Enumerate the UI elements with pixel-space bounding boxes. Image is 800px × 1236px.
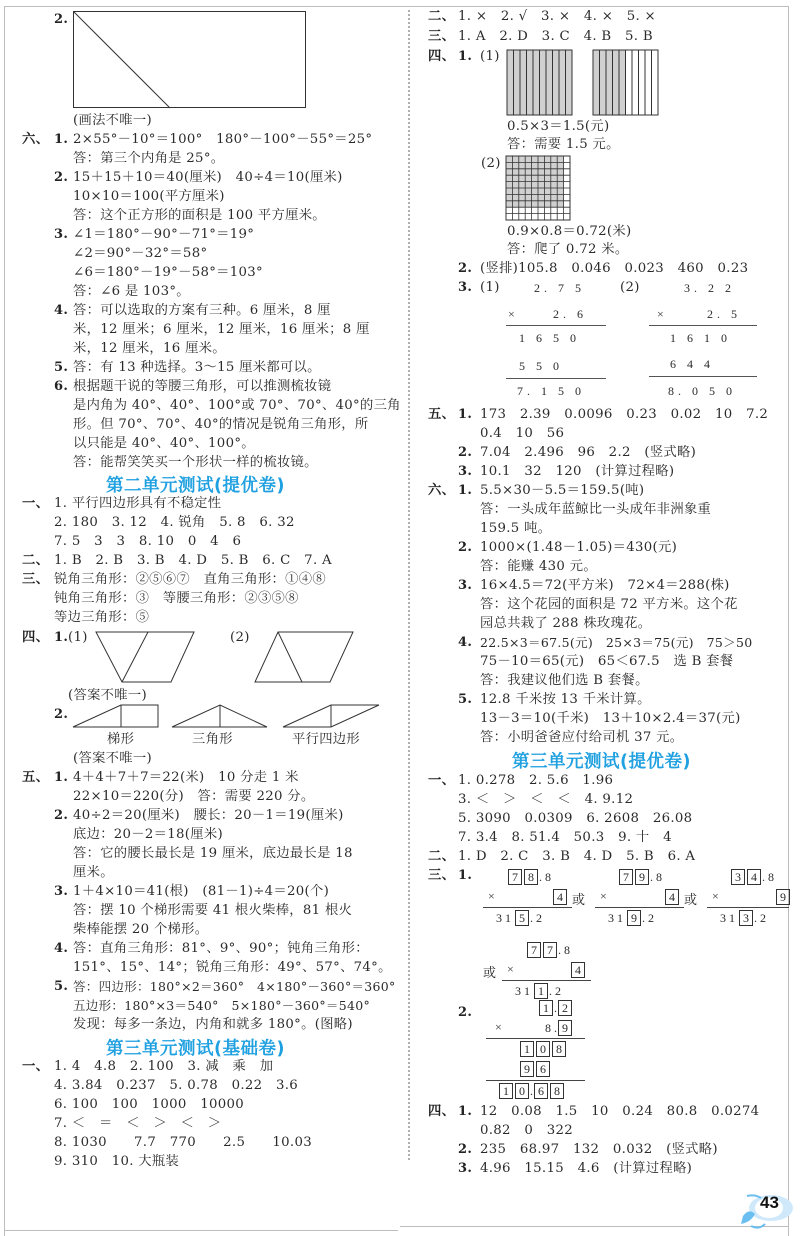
or-label: 或 [483,965,497,980]
question-number: 4. [54,941,69,956]
answer-line: 底边：20－2＝18(厘米) [73,827,223,842]
digit-box: 3 [739,910,753,926]
question-number: 2. [54,12,69,27]
digit-box: 8 [550,1083,564,1099]
answer-line: 答：它的腰长最长是 19 厘米，底边最长是 18 [73,846,353,861]
answer-line: 4. 3.84 0.237 5. 0.78 0.22 3.6 [54,1078,299,1093]
partial-product: 5 5 0 [519,359,563,373]
answer-line: 1. 平行四边形具有不稳定性 [54,496,222,511]
unit-heading: 第二单元测试(提优卷) [106,476,285,496]
answer-line: 答：需要 1.5 元。 [507,137,620,152]
question-number: 1. [458,868,473,883]
answer-line: ∠2＝90°－32°＝58° [73,246,208,261]
section-label: 三、 [22,572,50,587]
times-sign: × [495,1020,502,1034]
answer-line: 4＋4＋7＋7＝22(米) 10 分走 1 米 [73,770,299,785]
answer-line: 7. 5 3 3 8. 10 0 4 6 [54,534,242,549]
calc-line: 0.5×3＝1.5(元) [507,119,610,134]
digit-tail: . 8 [558,943,570,957]
answer-line: 0.82 0 322 [480,1123,574,1138]
answer-line: 16×4.5＝72(平方米) 72×4＝288(株) [480,578,730,593]
question-number: 5. [54,360,69,375]
answer-line: 75－10＝65(元) 65＜67.5 选 B 套餐 [480,654,734,669]
digit-box: 4 [553,889,567,905]
result-digits: . 2 [642,911,654,925]
question-number: 3. [54,227,69,242]
answer-line: 2. 180 3. 12 4. 锐角 5. 8 6. 32 [54,515,295,530]
times-sign: × [712,889,719,903]
section-label: 五、 [428,407,456,422]
answer-line: 173 2.39 0.0096 0.23 0.02 10 7.2 [480,407,769,422]
digit-box: 0 [515,1083,529,1099]
question-number: 2. [458,1005,473,1020]
section-label: 四、 [428,1104,456,1119]
answer-line: 等边三角形：⑤ [54,610,150,625]
answer-line: 答：我建议他们选 B 套餐。 [480,673,649,688]
question-number: 3. [458,578,473,593]
answer-line: 8. 1030 7.7 770 2.5 10.03 [54,1135,312,1150]
rule [649,376,757,377]
answer-line: 答：爬了 0.72 米。 [507,242,629,257]
partial-product: 6 4 4 [670,357,714,371]
rule [707,907,789,908]
shape-parallelogram [283,705,381,729]
question-number: 1. [54,770,69,785]
answer-line: 151°、15°、14°；锐角三角形：49°、57°、74°。 [73,960,392,975]
answer-line: 22.5×3＝67.5(元) 25×3＝75(元) 75＞50 [480,635,753,650]
answer-line: 答：第三个内角是 25°。 [73,151,225,166]
question-number: 5. [54,979,69,994]
answer-line: 1. D 2. C 3. B 4. D 5. B 6. A [458,849,696,864]
answer-line: 10.1 32 120 (计算过程略) [480,464,675,479]
part-label: (1) [480,49,500,64]
partial-product: 1 6 1 0 [670,331,731,345]
question-number: 2. [54,808,69,823]
answer-line: 米，12 厘米；6 厘米，12 厘米，16 厘米；8 厘 [73,322,370,337]
answer-line: 形。但 70°、70°、40°的情况是锐角三角形，所 [73,417,369,432]
question-number: 4. [458,635,473,650]
answer-line: 答：小明爸爸应付给司机 37 元。 [480,730,684,745]
shape-label: 平行四边形 [292,732,360,747]
frame-border [400,1226,788,1227]
digit-box: 9 [627,910,641,926]
section-label: 四、 [22,630,50,645]
answer-line: 22×10＝220(分) 答：需要 220 分。 [73,789,315,804]
section-label: 一、 [22,496,50,511]
answer-line: 发现：每多一条边，内角和就多 180°。(图略) [73,1017,353,1032]
answer-line: ∠1＝180°－90°－71°＝19° [73,227,255,242]
digit-box: 6 [534,1083,548,1099]
answer-line: 1. 0.278 2. 5.6 1.96 [458,773,614,788]
question-number: 4. [54,303,69,318]
digit-box: 4 [665,889,679,905]
multiplicand: 2. 7 5 [534,281,585,295]
note: (画法不唯一) [73,113,152,128]
times-sign: × [508,307,515,321]
answer-line: 7.04 2.496 96 2.2 (竖式略) [480,445,697,460]
digit-box: 6 [536,1061,550,1077]
section-label: 六、 [22,132,50,147]
multiplicand: 3. 2 2 [684,281,735,295]
question-number: 2. [458,1142,473,1157]
rule [506,378,606,379]
digit-box: 7 [543,942,557,958]
digit-tail: . 8 [650,870,662,884]
page-number: 43 [760,1193,779,1212]
product: 8. 0 5 0 [668,384,736,398]
shape-label: 梯形 [107,732,135,747]
result-digits: . 2 [530,911,542,925]
answer-line: 答：有 13 种选择。3～15 厘米都可以。 [73,360,321,375]
answer-line: 厘米。 [73,865,114,880]
question-number: 3. [458,280,473,295]
answer-line: 答：这个花园的面积是 72 平方米。这个花 [480,597,738,612]
note: (答案不唯一) [68,688,147,703]
times-sign: × [488,889,495,903]
question-number: 3. [54,884,69,899]
answer-line: 答：可以选取的方案有三种。6 厘米，8 厘 [73,303,331,318]
digit-box: 8 [552,1041,566,1057]
part-label: (2) [620,280,640,295]
part-label: (2) [481,156,501,171]
question-number: 1. [458,483,473,498]
answer-line: 答：摆 10 个梯形需要 41 根火柴棒，81 根火 [73,903,353,918]
answer-line: 13－3＝10(千米) 13＋10×2.4＝37(元) [480,711,741,726]
section-label: 一、 [428,773,456,788]
answer-line: 159.5 吨。 [480,521,552,536]
rule [506,325,606,326]
section-label: 一、 [22,1059,50,1074]
answer-line: 0.4 10 56 [480,426,565,441]
digit-box: 9 [520,1061,534,1077]
answer-line: 9. 310 10. 大瓶装 [54,1154,180,1169]
question-number: 2. [54,170,69,185]
part-label: (1) [68,630,88,645]
rule [502,980,591,981]
result-digits: 3 1 [515,984,530,998]
digit-box: 7 [527,942,541,958]
unit-heading: 第三单元测试(提优卷) [512,752,691,772]
answer-line: 15＋15＋10＝40(厘米) 40÷4＝10(厘米) [73,170,343,185]
strip-model-full [507,50,573,116]
part-label: (1) [480,280,500,295]
multiplier: 2. 6 [553,307,587,321]
section-label: 三、 [428,868,456,883]
question-number: 2. [458,261,473,276]
multiplier: 2. 5 [707,307,741,321]
rule [483,907,572,908]
question-number: 3. [458,1161,473,1176]
digit-box: 9 [635,869,649,885]
digit-box: 9 [558,1020,572,1036]
question-number: 1. [458,1104,473,1119]
result-digits: . 2 [549,984,561,998]
answer-line: 米，12 厘米，16 厘米。 [73,341,226,356]
trapezoid-diagram-1 [96,632,196,684]
question-number: 1. [54,132,69,147]
answer-line: 6. 100 100 1000 10000 [54,1097,245,1112]
section-label: 四、 [428,49,456,64]
answer-line: 5.5×30－5.5＝159.5(吨) [480,483,645,498]
answer-line: 答：四边形：180°×2＝360° 4×180°－360°＝360° [73,979,396,994]
digit-tail: . 8 [539,870,551,884]
digit-box: 1 [539,1000,553,1016]
answer-line: 1000×(1.48－1.05)＝430(元) [480,540,678,555]
question-number: 6. [54,379,69,394]
answer-line: 7. ＜ ＝ ＜ ＞ ＜ ＞ [54,1116,222,1131]
rule [649,325,757,326]
digit-box: 5 [515,910,529,926]
question-number: 2. [458,445,473,460]
digit-box: 7 [508,869,522,885]
digit-box: 1 [534,983,548,999]
answer-line: 柴棒能摆 20 个梯形。 [73,922,209,937]
answer-line: 答：一头成年蓝鲸比一头成年非洲象重 [480,502,712,517]
answer-line: 7. 3.4 8. 51.4 50.3 9. 十 4 [458,830,672,845]
answer-line: 答：能帮笑笑买一个形状一样的梳妆镜。 [73,455,318,470]
answer-line: 40÷2＝20(厘米) 腰长：20－1＝19(厘米) [73,808,344,823]
answer-line: 五边形：180°×3＝540° 5×180°－360°＝540° [73,998,370,1013]
answer-line: 1. B 2. B 3. B 4. D 5. B 6. C 7. A [54,553,332,568]
or-label: 或 [684,892,698,907]
question-number: 1. [54,630,69,645]
digit-box: 1 [520,1041,534,1057]
answer-line: 1. 4 4.8 2. 100 3. 减 乘 加 [54,1059,274,1074]
answer-line: 3. ＜ ＞ ＜ ＜ 4. 9.12 [458,792,634,807]
answer-line: 答：∠6 是 103°。 [73,284,190,299]
answer-line: 1. A 2. D 3. C 4. B 5. B [458,29,653,44]
section-label: 二、 [428,9,456,24]
answer-line: 12.8 千米按 13 千米计算。 [480,692,651,707]
product: 7. 1 5 0 [517,384,585,398]
trapezoid-diagram-2 [255,632,355,684]
frame-border [4,1230,398,1231]
question-number: 5. [458,692,473,707]
partial-product: 1 6 5 0 [519,331,580,345]
result-digits: 3 1 [720,911,735,925]
section-label: 二、 [22,553,50,568]
answer-line: 5. 3090 0.0309 6. 2608 26.08 [458,811,693,826]
digit-tail: . 8 [762,870,774,884]
digit-box: 4 [747,869,761,885]
result-digits: 3 1 [608,911,623,925]
result-digits: . 2 [754,911,766,925]
question-number: 3. [458,464,473,479]
answer-line: ∠6＝180°－19°－58°＝103° [73,265,263,280]
answer-line: 235 68.97 132 0.032 (竖式略) [480,1142,718,1157]
section-label: 五、 [22,770,50,785]
answer-line: 答：这个正方形的面积是 100 平方厘米。 [73,208,326,223]
digit-box: 2 [558,1000,572,1016]
part-label: (2) [230,630,250,645]
multiplier-digits: 8 . [545,1021,557,1035]
digit-box: 9 [776,889,790,905]
or-label: 或 [572,892,586,907]
times-sign: × [657,307,664,321]
answer-line: 2×55°－10°＝100° 180°－100°－55°＝25° [73,132,373,147]
question-number: 2. [54,707,69,722]
digit-box: 1 [499,1083,513,1099]
calc-line: 0.9×0.8＝0.72(米) [507,224,632,239]
answer-line: 答：直角三角形：81°、9°、90°；钝角三角形： [73,941,369,956]
digit-box: 8 [524,869,538,885]
question-number: 1. [458,407,473,422]
answer-line: 4.96 15.15 4.6 (计算过程略) [480,1161,693,1176]
grid-model [506,156,571,221]
shape-label: 三角形 [192,732,233,747]
shape-trapezoid [73,705,163,729]
answer-line: 答：能赚 430 元。 [480,559,597,574]
section-label: 三、 [428,29,456,44]
digit-box: 3 [731,869,745,885]
strip-model-half [593,50,659,116]
answer-line: 园总共栽了 288 株玫瑰花。 [480,616,652,631]
digit-box: 4 [571,962,585,978]
digit-box: 0 [536,1041,550,1057]
result-digits: 3 1 [496,911,511,925]
answer-line: 12 0.08 1.5 10 0.24 80.8 0.0274 [480,1104,760,1119]
rule [486,1038,585,1039]
answer-line: 1＋4×10＝41(根) (81－1)÷4＝20(个) [73,884,330,899]
times-sign: × [600,889,607,903]
answer-line: 根据题干说的等腰三角形，可以推测梳妆镜 [73,379,332,394]
shape-triangle [172,705,268,729]
answer-line: 是内角为 40°、40°、100°或 70°、70°、40°的三角 [73,398,401,413]
answer-line: 以只能是 40°、40°、100°。 [73,436,255,451]
answer-line: 钝角三角形：③ 等腰三角形：②③⑤⑧ [54,591,299,606]
note: (答案不唯一) [73,751,152,766]
section-label: 六、 [428,483,456,498]
times-sign: × [507,962,514,976]
rule [486,1080,585,1081]
digit-box: 7 [619,869,633,885]
answer-line: 锐角三角形：②⑤⑥⑦ 直角三角形：①④⑧ [54,572,326,587]
unit-heading: 第三单元测试(基础卷) [106,1039,285,1059]
section-label: 二、 [428,849,456,864]
question-number: 2. [458,540,473,555]
rule [595,907,684,908]
question-number: 1. [458,49,473,64]
answer-line: (竖排)105.8 0.046 0.023 460 0.23 [480,261,749,276]
column-divider [408,10,410,1160]
answer-line: 1. × 2. √ 3. × 4. × 5. × [458,9,656,24]
rectangle-diagram [73,11,306,109]
answer-line: 10×10＝100(平方厘米) [73,189,225,204]
